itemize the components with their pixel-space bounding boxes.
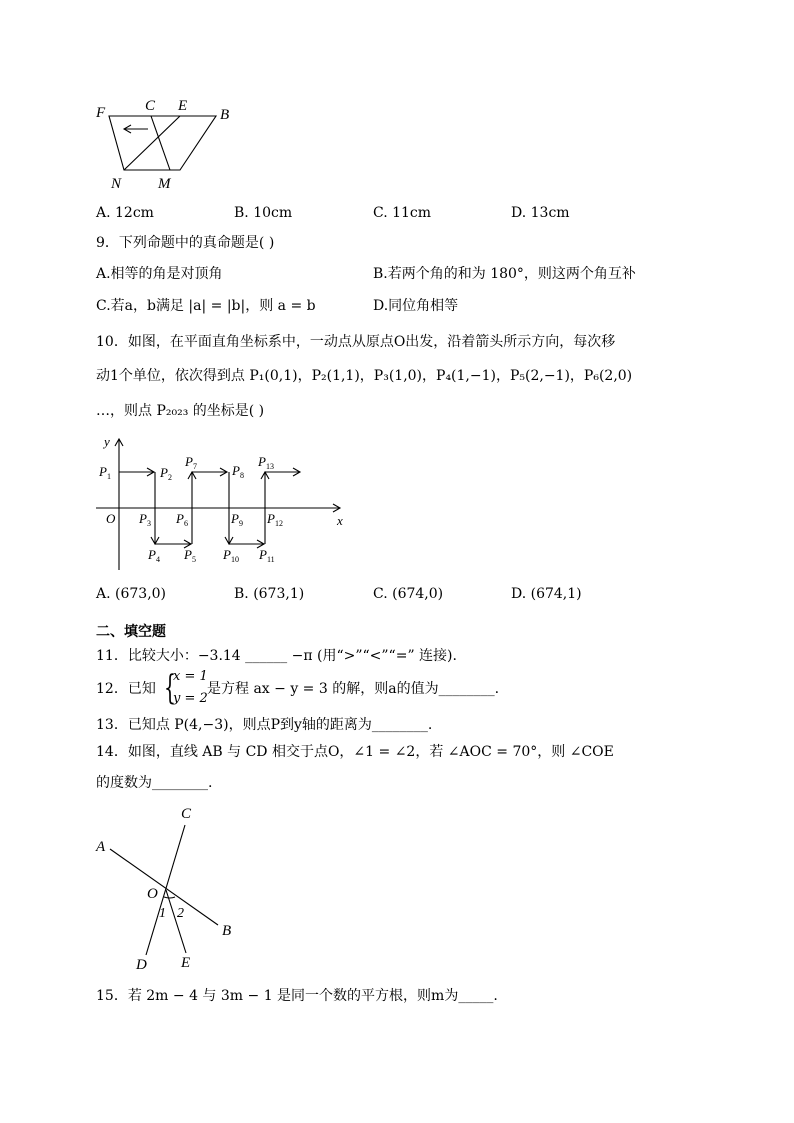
- point-label-p11: $P_{11}$: [259, 547, 275, 564]
- y-axis-label: y: [104, 434, 110, 449]
- label-o: O: [147, 886, 158, 902]
- label-f: F: [96, 105, 106, 121]
- label-b: B: [222, 923, 232, 939]
- q13-text: 13．已知点 P(4,−3)，则点P到y轴的距离为________.: [96, 717, 433, 733]
- q9-option-a[interactable]: A.相等的角是对顶角: [96, 266, 223, 282]
- q9-option-b[interactable]: B.若两个角的和为 180°，则这两个角互补: [373, 266, 636, 282]
- q8-option-c[interactable]: C. 11cm: [373, 205, 432, 221]
- q10-line-3: …，则点 P₂₀₂₃ 的坐标是( ): [96, 403, 265, 419]
- q10-option-b[interactable]: B. (673,1): [234, 586, 305, 602]
- point-label-p6: $P_6$: [176, 511, 188, 528]
- label-d: D: [136, 957, 147, 973]
- label-b: B: [220, 107, 230, 123]
- label-e: E: [181, 955, 191, 971]
- point-label-p8: $P_8$: [232, 463, 244, 480]
- point-label-p1: $P_1$: [99, 464, 111, 481]
- q10-option-d[interactable]: D. (674,1): [511, 586, 582, 602]
- label-m: M: [158, 176, 171, 192]
- point-label-p10: $P_{10}$: [223, 547, 239, 564]
- ray-oe: [166, 890, 186, 953]
- x-axis-label: x: [337, 513, 343, 528]
- q10-option-c[interactable]: C. (674,0): [373, 586, 444, 602]
- label-c: C: [181, 806, 192, 822]
- q8-option-a[interactable]: A. 12cm: [96, 205, 154, 221]
- q8-option-d[interactable]: D. 13cm: [511, 205, 570, 221]
- point-label-p5: $P_5$: [184, 547, 196, 564]
- q15-text: 15．若 2m − 4 与 3m − 1 是同一个数的平方根，则m为_____.: [96, 988, 498, 1004]
- point-label-p2: $P_2$: [160, 465, 172, 482]
- origin-label: O: [106, 511, 116, 526]
- label-a: A: [96, 839, 106, 855]
- angle-label-1: 1: [159, 906, 166, 921]
- point-label-p12: $P_{12}$: [267, 511, 283, 528]
- q12-equation-2: y = 2: [173, 691, 208, 706]
- point-label-p7: $P_7$: [185, 454, 197, 471]
- q12-equation-1: x = 1: [173, 669, 208, 684]
- q10-line-2: 动1个单位，依次得到点 P₁(0,1)，P₂(1,1)，P₃(1,0)，P₄(1,−1)，P₅(2,−1)，P₆(2,0): [96, 368, 633, 384]
- label-n: N: [111, 176, 122, 192]
- q10-option-a[interactable]: A. (673,0): [96, 586, 167, 602]
- point-label-p13: $P_{13}$: [258, 454, 274, 471]
- q14-line-1: 14．如图，直线 AB 与 CD 相交于点O，∠1 = ∠2，若 ∠AOC = 70°，则 ∠COE: [96, 744, 614, 760]
- q11-text: 11．比较大小：−3.14 ______ −π (用“>”“<”“=” 连接).: [96, 648, 457, 664]
- label-c: C: [145, 98, 156, 114]
- q9-option-d[interactable]: D.同位角相等: [373, 298, 459, 314]
- point-label-p3: $P_3$: [139, 511, 151, 528]
- q12-prefix: 12．已知: [96, 681, 156, 697]
- q12-suffix: 是方程 ax − y = 3 的解，则a的值为________.: [207, 681, 500, 697]
- section-heading: 二、填空题: [96, 624, 166, 640]
- q12-system-brace: {: [164, 668, 176, 708]
- point-label-p9: $P_9$: [231, 511, 243, 528]
- q8-option-b[interactable]: B. 10cm: [234, 205, 293, 221]
- angle-arc: [164, 897, 175, 898]
- q9-stem: 9．下列命题中的真命题是( ): [96, 235, 275, 251]
- label-e: E: [178, 98, 188, 114]
- point-label-p4: $P_4$: [148, 547, 160, 564]
- q10-line-1: 10．如图，在平面直角坐标系中，一动点从原点O出发，沿着箭头所示方向，每次移: [96, 334, 616, 350]
- angle-label-2: 2: [177, 906, 184, 921]
- q9-option-c[interactable]: C.若a，b满足 |a| = |b|，则 a = b: [96, 298, 316, 314]
- q14-line-2: 的度数为________.: [96, 775, 213, 791]
